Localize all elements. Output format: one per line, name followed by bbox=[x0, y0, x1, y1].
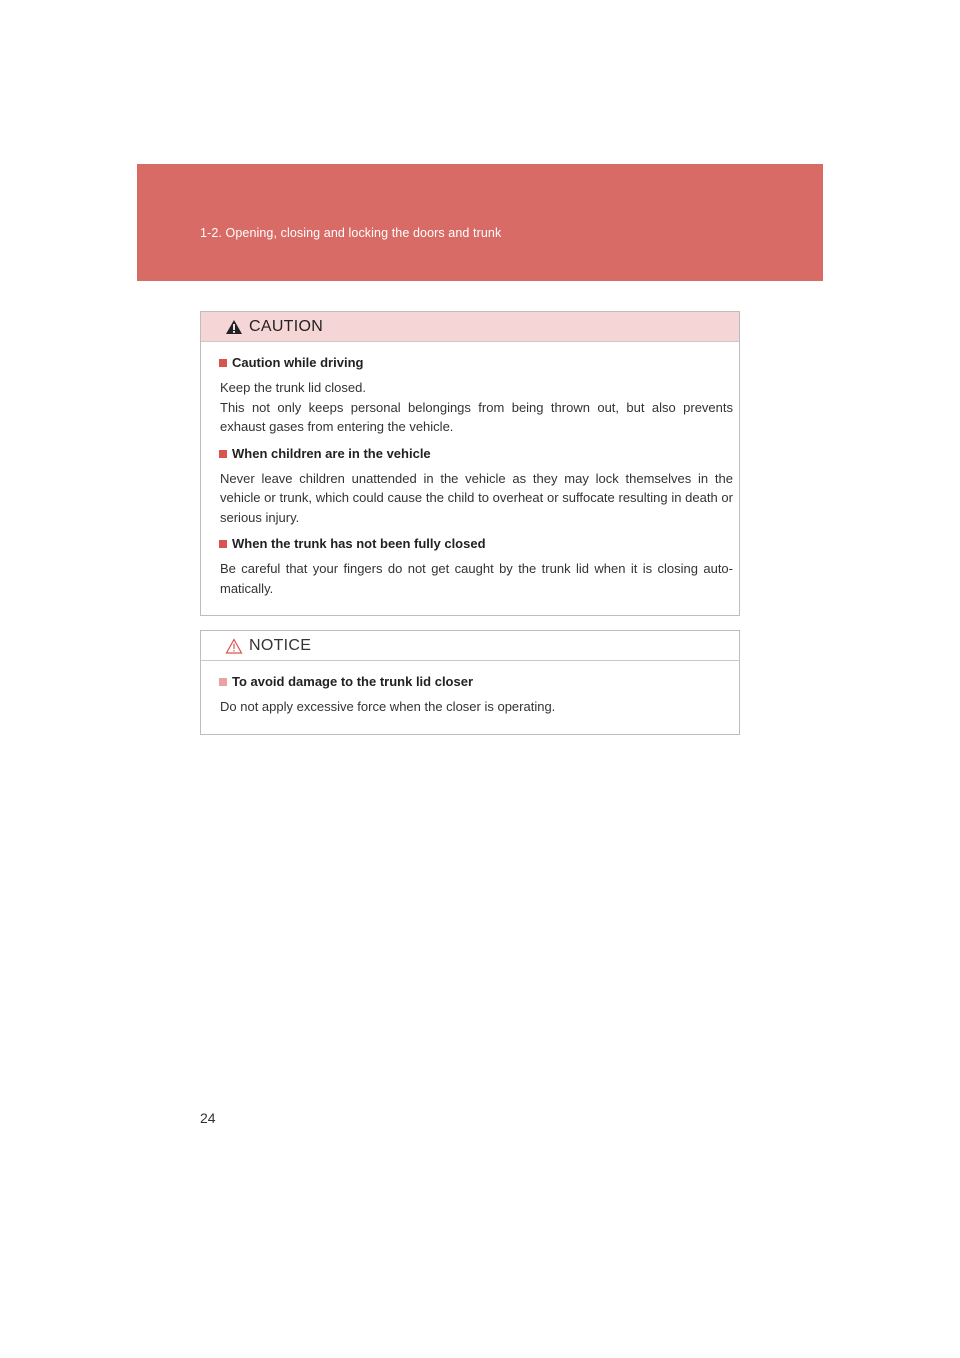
caution-body bbox=[201, 342, 739, 598]
notice-box bbox=[200, 630, 740, 735]
caution-item-title: Caution while driving bbox=[232, 355, 364, 370]
square-bullet-icon bbox=[219, 678, 227, 686]
caution-item-text: Never leave children unattended in the vehicle as they may lock themselves in the vehicle or trunk, which could cause the child to overheat or suffocate resulting in death or serious injury. bbox=[220, 470, 733, 525]
caution-item bbox=[219, 535, 733, 598]
caution-box bbox=[200, 311, 740, 616]
square-bullet-icon bbox=[219, 359, 227, 367]
header-band bbox=[137, 164, 823, 281]
warning-triangle-icon bbox=[225, 319, 243, 335]
caution-heading bbox=[201, 312, 739, 342]
notice-item bbox=[219, 673, 733, 717]
caution-item-title: When children are in the vehicle bbox=[232, 445, 431, 461]
caution-item-text: Be careful that your fingers do not get caught by the trunk lid when it is closing auto-matically. bbox=[220, 561, 733, 596]
notice-label: NOTICE bbox=[249, 636, 312, 654]
square-bullet-icon bbox=[219, 540, 227, 548]
square-bullet-icon bbox=[219, 450, 227, 458]
caution-item-text: Keep the trunk lid closed. bbox=[220, 380, 366, 395]
notice-item-text: Do not apply excessive force when the closer is operating. bbox=[220, 699, 556, 714]
caution-item bbox=[219, 354, 733, 437]
notice-heading bbox=[201, 631, 739, 661]
page-number: 24 bbox=[200, 1110, 216, 1126]
notice-body bbox=[201, 661, 739, 717]
caution-item bbox=[219, 445, 733, 528]
warning-triangle-icon bbox=[225, 638, 243, 654]
section-title: 1-2. Opening, closing and locking the doors and trunk bbox=[200, 226, 502, 240]
notice-item-title: To avoid damage to the trunk lid closer bbox=[232, 674, 474, 689]
caution-item-title: When the trunk has not been fully closed bbox=[232, 536, 486, 551]
caution-label: CAUTION bbox=[249, 317, 324, 335]
caution-item-text: This not only keeps personal belongings from being thrown out, but also prevents exhaust gases from entering the vehicle. bbox=[220, 399, 733, 434]
